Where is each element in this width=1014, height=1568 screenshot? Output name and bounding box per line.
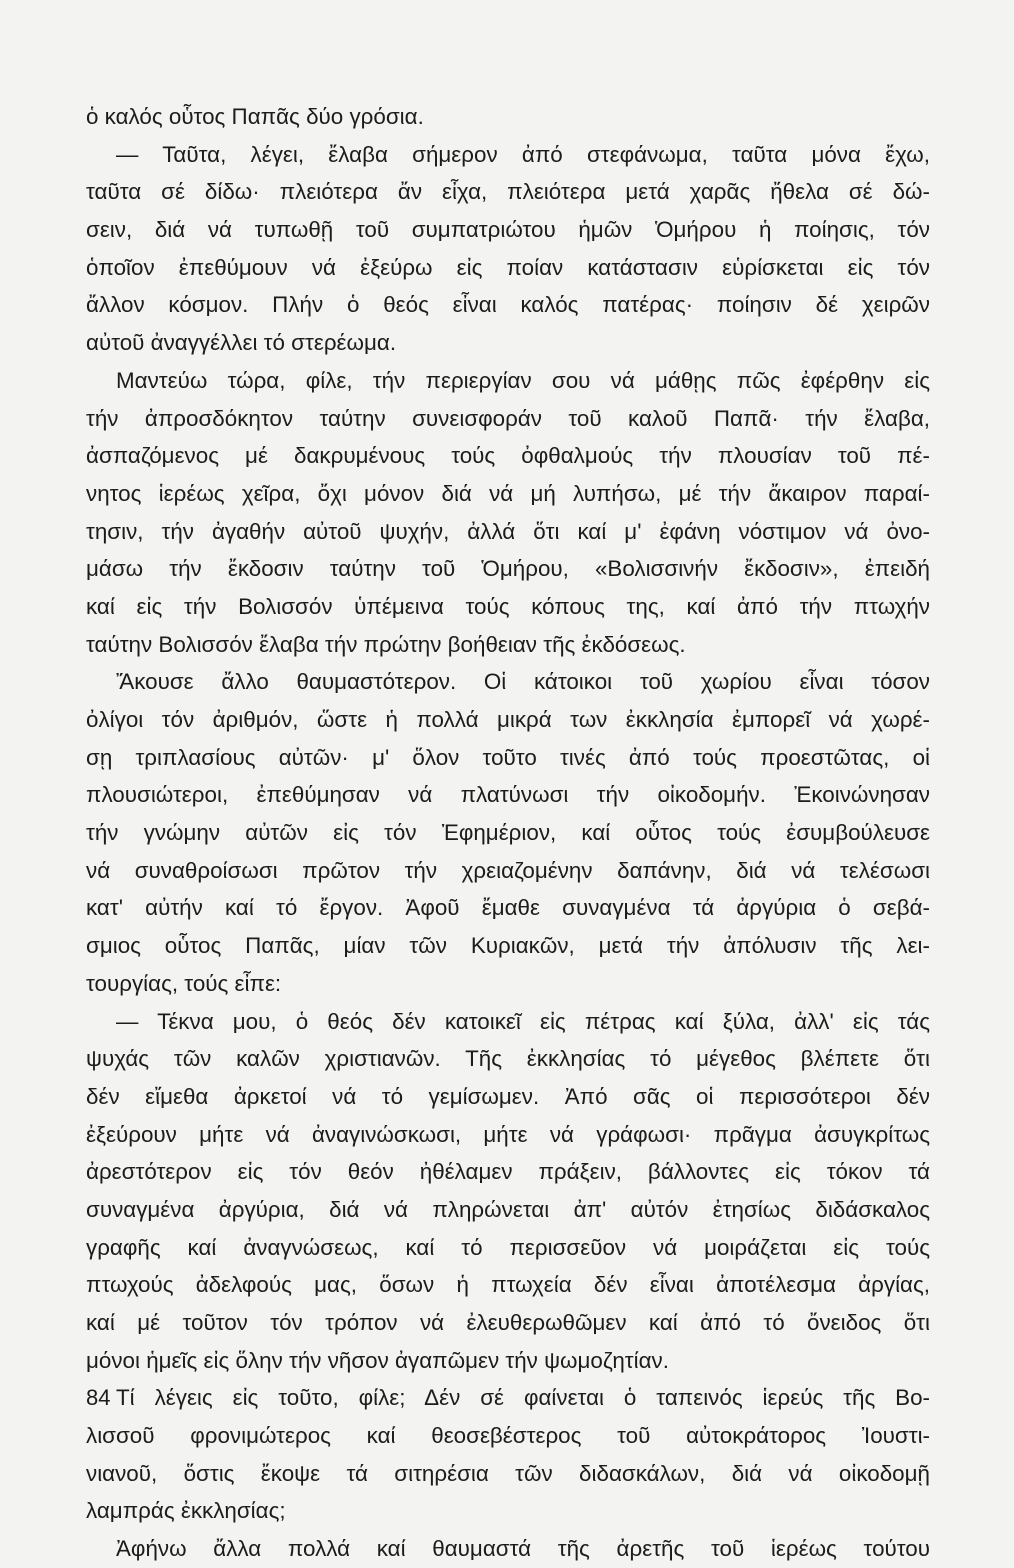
text-line: αὐτοῦ ἀναγγέλλει τό στερέωμα. [86,330,397,356]
text-line: — Ταῦτα, λέγει, ἔλαβα σήμερον ἀπό στεφάνωμα, ταῦτα μόνα ἔχω, [116,141,930,167]
page-body [86,98,930,1568]
text-line: γραφῆς καί ἀναγνώσεως, καί τό περισσεῦον νά μοιράζεται εἰς τούς [86,1234,930,1260]
text-line: δέν εἴμεθα ἀρκετοί νά τό γεμίσωμεν. Ἀπό σᾶς οἱ περισσότεροι δέν [86,1083,930,1109]
text-line: ὁποῖον ἐπεθύμουν νά ἐξεύρω εἰς ποίαν κατάστασιν εὑρίσκεται εἰς τόν [86,254,930,280]
text-line: πτωχούς ἀδελφούς μας, ὅσων ἡ πτωχεία δέν εἶναι ἀποτέλεσμα ἀργίας, [86,1272,930,1298]
text-line: νιανοῦ, ὅστις ἔκοψε τά σιτηρέσια τῶν διδασκάλων, διά νά οἰκοδομῇ [86,1460,930,1486]
text-line: ἄλλον κόσμον. Πλήν ὁ θεός εἶναι καλός πατέρας· ποίησιν δέ χειρῶν [86,292,930,318]
text-line: Μαντεύω τώρα, φίλε, τήν περιεργίαν σου νά μάθῃς πῶς ἐφέρθην εἰς [116,367,930,393]
text-line: σμιος οὗτος Παπᾶς, μίαν τῶν Κυριακῶν, μετά τήν ἀπόλυσιν τῆς λει- [86,933,930,959]
text-line: τησιν, τήν ἀγαθήν αὐτοῦ ψυχήν, ἀλλά ὅτι καί μ' ἐφάνη νόστιμον νά ὀνο- [86,518,930,544]
text-line: ταύτην Βολισσόν ἔλαβα τήν πρώτην βοήθειαν τῆς ἐκδόσεως. [86,631,686,657]
text-line: σειν, διά νά τυπωθῇ τοῦ συμπατριώτου ἡμῶν Ὁμήρου ἡ ποίησις, τόν [86,217,930,243]
text-line: Ἄκουσε ἄλλο θαυμαστότερον. Οἱ κάτοικοι τοῦ χωρίου εἶναι τόσον [116,669,930,695]
text-line: ὀλίγοι τόν ἀριθμόν, ὥστε ἡ πολλά μικρά των ἐκκλησία ἐμπορεῖ νά χωρέ- [86,707,930,732]
text-line: νά συναθροίσωσι πρῶτον τήν χρειαζομένην δαπάνην, διά νά τελέσωσι [86,857,930,883]
text-line: νητος ἱερέως χεῖρα, ὄχι μόνον διά νά μή λυπήσω, μέ τήν ἄκαιρον παραί- [86,480,930,506]
text-line: καί μέ τοῦτον τόν τρόπον νά ἐλευθερωθῶμεν καί ἀπό τό ὄνειδος ὅτι [86,1310,930,1335]
text-line: τήν γνώμην αὐτῶν εἰς τόν Ἐφημέριον, καί οὗτος τούς ἐσυμβούλευσε [86,820,930,846]
text-line: — Τέκνα μου, ὁ θεός δέν κατοικεῖ εἰς πέτρας καί ξύλα, ἀλλ' εἰς τάς [116,1008,930,1034]
text-line: ἀσπαζόμενος μέ δακρυμένους τούς ὀφθαλμούς τήν πλουσίαν τοῦ πέ- [86,443,930,469]
text-line: ψυχάς τῶν καλῶν χριστιανῶν. Τῆς ἐκκλησίας τό μέγεθος βλέπετε ὅτι [86,1046,930,1072]
page-number: 84 [86,1385,111,1410]
text-line: πλουσιώτεροι, ἐπεθύμησαν νά πλατύνωσι τήν οἰκοδομήν. Ἐκοινώνησαν [86,782,930,808]
text-line: τουργίας, τούς εἶπε: [86,970,282,996]
text-line: μόνοι ἡμεῖς εἰς ὅλην τήν νῆσον ἀγαπῶμεν τήν ψωμοζητίαν. [86,1347,669,1373]
text-line: ἐξεύρουν μήτε νά ἀναγινώσκωσι, μήτε νά γράφωσι· πρᾶγμα ἀσυγκρίτως [86,1121,930,1147]
text-line: κατ' αὐτήν καί τό ἔργον. Ἀφοῦ ἔμαθε συναγμένα τά ἀργύρια ὁ σεβά- [86,895,930,921]
text-line: τήν ἀπροσδόκητον ταύτην συνεισφοράν τοῦ καλοῦ Παπᾶ· τήν ἔλαβα, [86,405,930,431]
text-line: Τί λέγεις εἰς τοῦτο, φίλε; Δέν σέ φαίνεται ὁ ταπεινός ἱερεύς τῆς Βο- [116,1385,930,1411]
text-line: καί εἰς τήν Βολισσόν ὑπέμεινα τούς κόπους της, καί ἀπό τήν πτωχήν [86,593,930,619]
text-line: ἀρεστότερον εἰς τόν θεόν ἠθέλαμεν πράξειν, βάλλοντες εἰς τόκον τά [86,1159,930,1185]
text-line: συναγμένα ἀργύρια, διά νά πληρώνεται ἀπ' αὐτόν ἐτησίως διδάσκαλος [86,1196,930,1222]
text-line: λισσοῦ φρονιμώτερος καί θεοσεβέστερος τοῦ αὐτοκράτορος Ἰουστι- [86,1423,930,1449]
text-line: μάσω τήν ἔκδοσιν ταύτην τοῦ Ὁμήρου, «Βολισσινήν ἔκδοσιν», ἐπειδή [86,556,930,582]
text-line: ὁ καλός οὗτος Παπᾶς δύο γρόσια. [86,104,424,129]
text-line: λαμπράς ἐκκλησίας; [86,1498,286,1524]
text-line: ταῦτα σέ δίδω· πλειότερα ἄν εἶχα, πλειότερα μετά χαρᾶς ἤθελα σέ δώ- [86,179,930,205]
text-line: σῃ τριπλασίους αὐτῶν· μ' ὅλον τοῦτο τινές ἀπό τούς προεστῶτας, οἱ [86,744,930,770]
text-line: Ἀφήνω ἄλλα πολλά καί θαυμαστά τῆς ἀρετῆς τοῦ ἱερέως τούτου [116,1536,930,1562]
